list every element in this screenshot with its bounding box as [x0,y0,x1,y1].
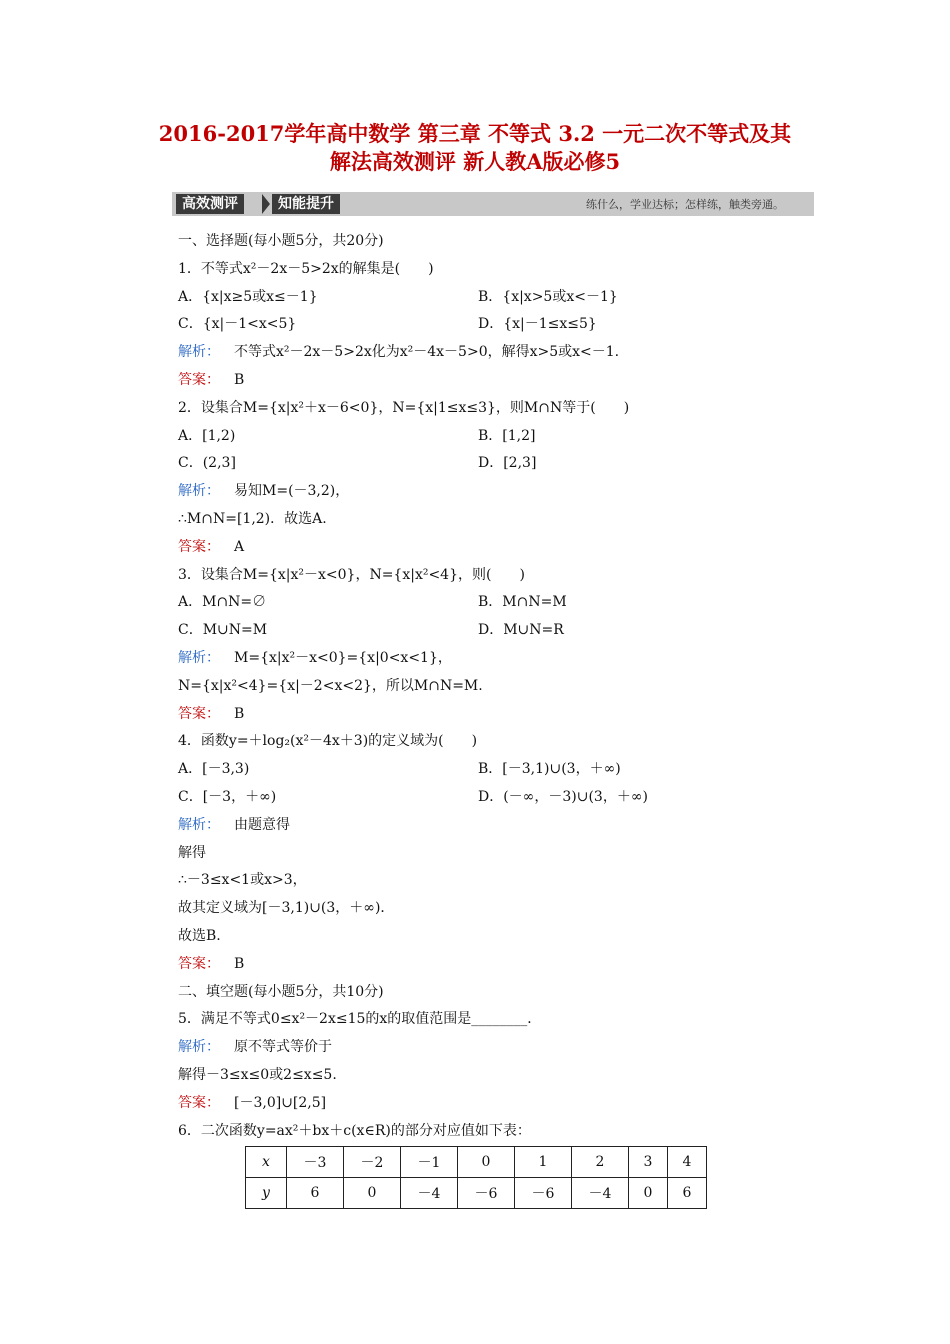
line-text: 4．函数y=＋log₂(x²－4x＋3)的定义域为( ) [178,733,478,750]
text-line [178,673,798,701]
option-text-right: D．(－∞，－3)∪(3，＋∞) [478,788,648,805]
line-text: 由题意得 [234,816,290,833]
line-text: ∴M∩N=[1,2)．故选A. [178,510,327,527]
table-cell: 0 [344,1178,401,1209]
analysis-label: 解析： [178,344,220,361]
line-text: 5．满足不等式0≤x²－2x≤15的x的取值范围是________． [178,1011,542,1028]
line-text: ∴－3≤x<1或x>3， [178,872,307,889]
option-text-right: B．M∩N=M [478,594,567,611]
option-text-right: D．[2,3] [478,455,537,472]
line-text: 6．二次函数y=ax²＋bx＋c(x∈R)的部分对应值如下表： [178,1122,531,1139]
text-line [178,840,798,868]
line-text: C．[－3，＋∞) [178,788,277,805]
line-text: A．M∩N=∅ [178,594,267,611]
table-cell: －2 [344,1147,401,1178]
banner-slogan: 练什么，学业达标；怎样练，触类旁通。 [586,198,784,211]
document-body [178,228,798,1145]
answer-label: 答案： [178,371,220,388]
analysis-label: 解析： [178,649,220,666]
line-text: B [234,371,245,388]
text-line [178,701,798,729]
line-text: M={x|x²－x<0}={x|0<x<1}， [234,649,452,666]
text-line [178,450,798,478]
table-header-x: x [246,1147,287,1178]
text-line [178,784,798,812]
line-text: 解得 [178,844,206,861]
text-line [178,228,798,256]
title-line-1: 2016-2017学年高中数学 第三章 不等式 3.2 一元二次不等式及其 [158,121,792,146]
table-cell: 4 [668,1147,707,1178]
text-line [178,478,798,506]
answer-label: 答案： [178,705,220,722]
text-line [178,951,798,979]
analysis-label: 解析： [178,816,220,833]
text-line [178,1062,798,1090]
line-text: A．{x|x≥5或x≤－1} [178,288,318,305]
analysis-label: 解析： [178,1039,220,1056]
text-line [178,1006,798,1034]
line-text: 二、填空题(每小题5分，共10分) [178,983,384,1000]
title-line-2: 解法高效测评 新人教A版必修5 [329,149,621,174]
table-cell: －4 [401,1178,458,1209]
table-cell: －1 [401,1147,458,1178]
table-row-x [246,1147,707,1178]
table-cell: 1 [515,1147,572,1178]
banner-tag-2: 知能提升 [272,194,340,214]
line-text: [－3,0]∪[2,5] [234,1094,327,1111]
text-line [178,311,798,339]
banner-arrow-icon [262,194,270,214]
table-row-y [246,1178,707,1209]
answer-label: 答案： [178,538,220,555]
line-text: 故其定义域为[－3,1)∪(3，＋∞)． [178,900,395,917]
line-text: 1．不等式x²－2x－5>2x的解集是( ) [178,260,434,277]
text-line [178,589,798,617]
line-text: C．M∪N=M [178,622,268,639]
text-line [178,645,798,673]
text-line [178,506,798,534]
text-line [178,367,798,395]
line-text: A．[1,2) [178,427,236,444]
option-text-right: B．{x|x>5或x<－1} [478,288,618,305]
text-line [178,728,798,756]
option-text-right: B．[1,2] [478,427,536,444]
line-text: 原不等式等价于 [234,1039,332,1056]
text-line [178,256,798,284]
line-text: B [234,705,245,722]
table-cell: 0 [458,1147,515,1178]
line-text: 易知M=(－3,2)， [234,483,350,500]
text-line [178,423,798,451]
line-text: A [234,538,245,555]
line-text: 2．设集合M={x|x²＋x－6<0}，N={x|1≤x≤3}，则M∩N等于( ) [178,399,630,416]
text-line [178,1034,798,1062]
text-line [178,1118,798,1146]
text-line [178,395,798,423]
line-text: C．(2,3] [178,455,236,472]
text-line [178,895,798,923]
option-text-right: D．M∪N=R [478,622,564,639]
line-text: 解得－3≤x≤0或2≤x≤5. [178,1066,337,1083]
table-cell: 6 [287,1178,344,1209]
table-cell: －6 [515,1178,572,1209]
text-line [178,812,798,840]
line-text: B [234,955,245,972]
line-text: A．[－3,3) [178,761,250,778]
answer-label: 答案： [178,1094,220,1111]
text-line [178,923,798,951]
banner-tag-1: 高效测评 [176,194,244,214]
value-table [245,1146,707,1209]
line-text: C．{x|－1<x<5} [178,316,297,333]
line-text: 不等式x²－2x－5>2x化为x²－4x－5>0，解得x>5或x<－1. [234,344,620,361]
line-text: 3．设集合M={x|x²－x<0}，N={x|x²<4}，则( ) [178,566,525,583]
line-text: N={x|x²<4}={x|－2<x<2}，所以M∩N=M. [178,677,483,694]
option-text-right: B．[－3,1)∪(3，＋∞) [478,761,621,778]
text-line [178,284,798,312]
text-line [178,979,798,1007]
table-cell: 2 [572,1147,629,1178]
option-text-right: D．{x|－1≤x≤5} [478,316,597,333]
table-header-y: y [246,1178,287,1209]
text-line [178,562,798,590]
text-line [178,534,798,562]
text-line [178,867,798,895]
section-banner [172,192,814,216]
table-cell: 0 [629,1178,668,1209]
table-cell: －6 [458,1178,515,1209]
text-line [178,1090,798,1118]
table-cell: －3 [287,1147,344,1178]
text-line [178,339,798,367]
line-text: 故选B. [178,927,221,944]
text-line [178,617,798,645]
document-title [0,120,950,176]
text-line [178,756,798,784]
table-cell: 6 [668,1178,707,1209]
table-cell: 3 [629,1147,668,1178]
answer-label: 答案： [178,955,220,972]
analysis-label: 解析： [178,483,220,500]
line-text: 一、选择题(每小题5分，共20分) [178,233,384,249]
table-cell: －4 [572,1178,629,1209]
